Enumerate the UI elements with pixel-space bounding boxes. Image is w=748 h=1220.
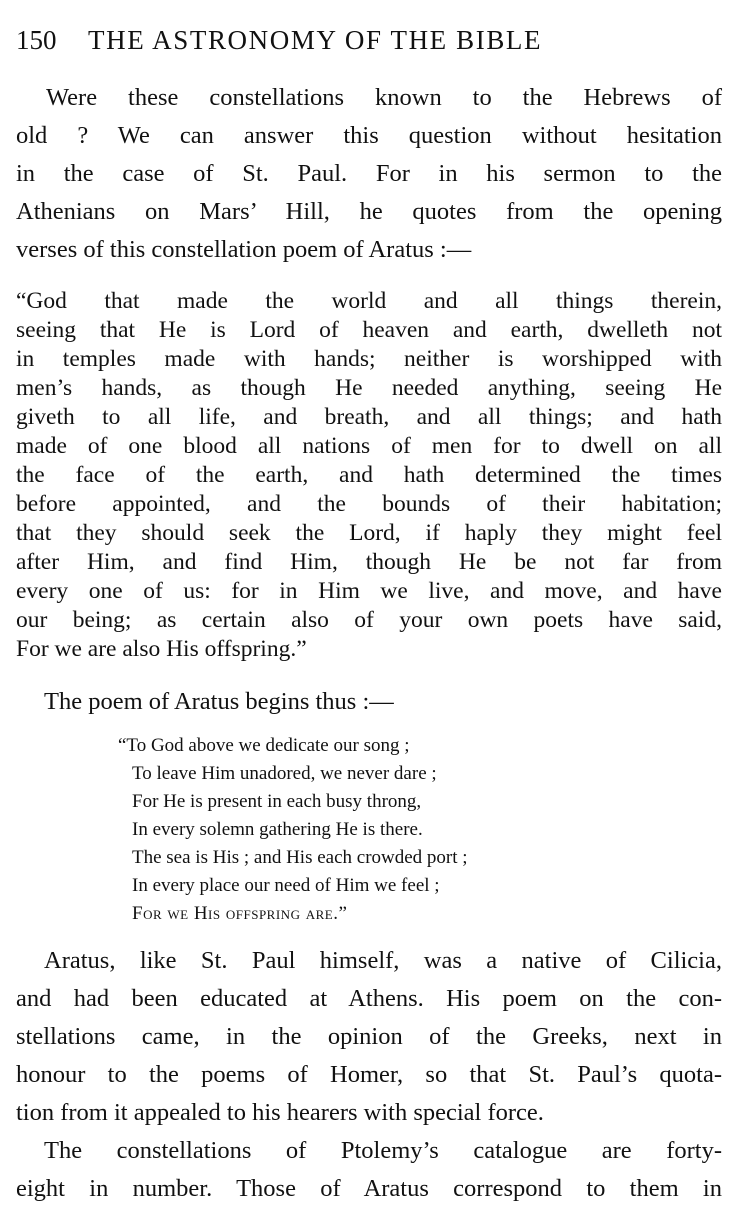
text-line: The poem of Aratus begins thus :— <box>44 688 394 715</box>
poem-line: “To God above we dedicate our song ; <box>118 735 410 756</box>
poem-line: For we His offspring are.” <box>132 903 348 924</box>
quote-line: the face of the earth, and hath determined the times <box>16 462 722 488</box>
poem-line: For He is present in each busy throng, <box>132 791 422 812</box>
page-header <box>16 20 732 60</box>
quote-line: “God that made the world and all things therein, <box>16 288 722 314</box>
text-line: stellations came, in the opinion of the Greeks, next in <box>16 1023 722 1050</box>
text-line: old ? We can answer this question without hesitation <box>16 122 722 149</box>
quote-line: For we are also His offspring.” <box>16 636 307 662</box>
text-line: tion from it appealed to his hearers with special force. <box>16 1099 544 1126</box>
text-line: Athenians on Mars’ Hill, he quotes from the opening <box>16 198 722 225</box>
poem-line: In every place our need of Him we feel ; <box>132 875 440 896</box>
page-number: 150 <box>16 25 57 55</box>
quote-line: before appointed, and the bounds of their habitation; <box>16 491 722 517</box>
text-line: Aratus, like St. Paul himself, was a native of Cilicia, <box>44 947 722 974</box>
text-line: in the case of St. Paul. For in his sermon to the <box>16 160 722 187</box>
quote-line: our being; as certain also of your own poets have said, <box>16 607 722 633</box>
text-line: honour to the poems of Homer, so that St. Paul’s quota- <box>16 1061 722 1088</box>
quote-line: that they should seek the Lord, if haply they might feel <box>16 520 722 546</box>
text-line: Were these constellations known to the Hebrews of <box>46 84 722 111</box>
running-title: THE ASTRONOMY OF THE BIBLE <box>88 25 543 55</box>
quote-line: every one of us: for in Him we live, and move, and have <box>16 578 722 604</box>
quote-line: giveth to all life, and breath, and all things; and hath <box>16 404 722 430</box>
quote-line: in temples made with hands; neither is worshipped with <box>16 346 722 372</box>
text-line: eight in number. Those of Aratus correspond to them in <box>16 1175 722 1202</box>
quote-line: after Him, and find Him, though He be not far from <box>16 549 722 575</box>
text-line: verses of this constellation poem of Aratus :— <box>16 236 472 263</box>
quote-line: men’s hands, as though He needed anything, seeing He <box>16 375 722 401</box>
text-line: and had been educated at Athens. His poem on the con- <box>16 985 722 1012</box>
poem-line: To leave Him unadored, we never dare ; <box>132 763 437 784</box>
poem-line: In every solemn gathering He is there. <box>132 819 423 840</box>
text-line: The constellations of Ptolemy’s catalogue are forty- <box>44 1137 722 1164</box>
quote-line: made of one blood all nations of men for to dwell on all <box>16 433 722 459</box>
poem-line: The sea is His ; and His each crowded port ; <box>132 847 468 868</box>
quote-line: seeing that He is Lord of heaven and earth, dwelleth not <box>16 317 722 343</box>
